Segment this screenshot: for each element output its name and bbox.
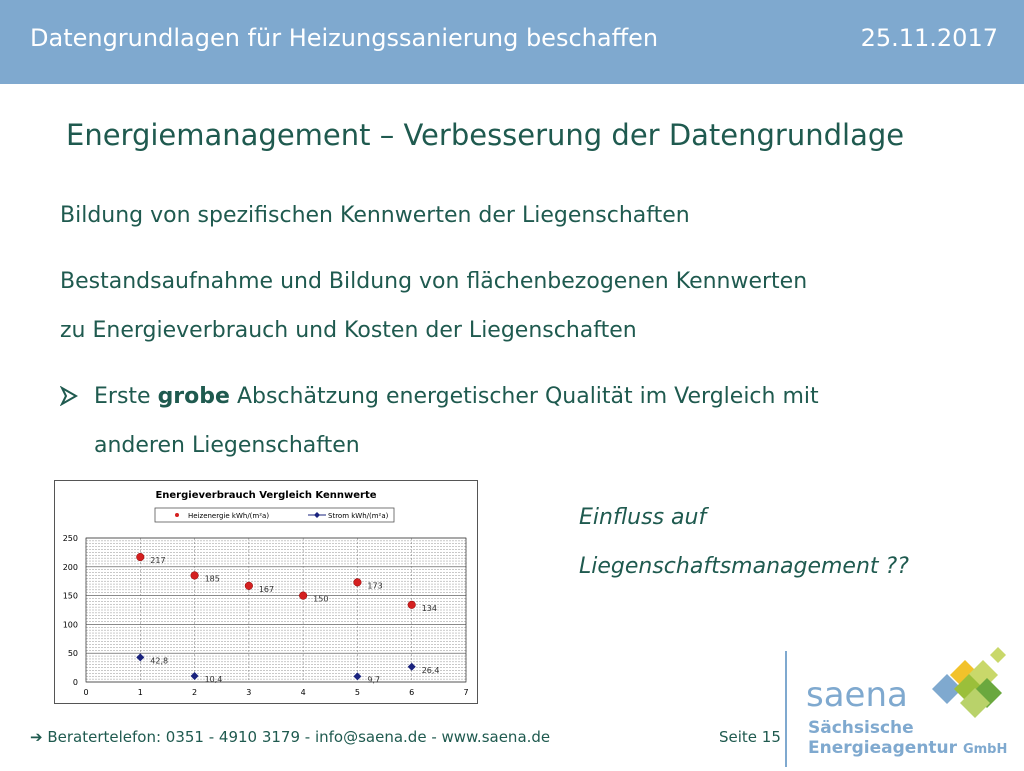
logo-line-2	[808, 738, 1007, 758]
note-line-1: Einfluss auf	[579, 505, 707, 530]
bullet-1: Bildung von spezifischen Kennwerten der Liegenschaften	[60, 203, 690, 228]
y-tick-label: 150	[62, 591, 78, 601]
x-tick-label: 1	[137, 688, 143, 697]
bullet-3-post: Abschätzung energetischer Qualität im Vergleich mit	[229, 384, 819, 409]
y-tick-label: 100	[62, 620, 78, 630]
y-tick-label: 0	[72, 678, 78, 687]
bullet-3-line-1	[94, 384, 819, 409]
legend-label: Strom kWh/(m²a)	[328, 512, 389, 520]
heizenergie-data-label: 185	[204, 574, 220, 584]
header-title: Datengrundlagen für Heizungssanierung beschaffen	[30, 24, 659, 52]
arrow-bullet-icon	[60, 386, 78, 411]
footer-contact: ➔ Beratertelefon: 0351 - 4910 3179 - info@saena.de - www.saena.de	[30, 728, 551, 746]
x-tick-label: 7	[463, 688, 469, 697]
bullet-3-pre: Erste	[94, 384, 158, 409]
strom-point	[408, 663, 416, 671]
heizenergie-data-label: 167	[258, 584, 275, 594]
energy-chart	[55, 481, 477, 703]
strom-data-label: 42,8	[150, 656, 169, 666]
logo-line-1: Sächsische	[808, 718, 914, 738]
chart-container	[54, 480, 478, 704]
heizenergie-data-label: 134	[421, 603, 437, 613]
saena-logo	[800, 645, 1024, 771]
y-tick-label: 250	[62, 534, 78, 543]
heizenergie-point	[245, 582, 253, 590]
heizenergie-point	[408, 601, 416, 609]
x-tick-label: 3	[246, 688, 252, 697]
x-tick-label: 2	[192, 688, 198, 697]
page-number: Seite 15	[719, 728, 781, 746]
bullet-2-line-2: zu Energieverbrauch und Kosten der Liegenschaften	[60, 318, 637, 343]
note-line-2: Liegenschaftsmanagement ??	[579, 554, 909, 579]
logo-suffix: GmbH	[962, 742, 1008, 757]
heizenergie-point	[354, 579, 362, 587]
footer-divider	[785, 651, 787, 767]
heizenergie-data-label: 173	[367, 581, 383, 591]
strom-data-label: 10,4	[204, 675, 223, 685]
logo-wordmark: saena	[806, 675, 908, 715]
header-date: 25.11.2017	[860, 24, 998, 52]
bullet-3-line-2: anderen Liegenschaften	[94, 433, 360, 458]
heizenergie-data-label: 217	[150, 556, 166, 566]
header-bar	[0, 0, 1024, 84]
x-tick-label: 4	[300, 688, 306, 697]
strom-data-label: 26,4	[421, 665, 440, 675]
slide-title: Energiemanagement – Verbesserung der Datengrundlage	[66, 118, 905, 152]
legend-marker-heizenergie	[175, 513, 179, 517]
legend-label: Heizenergie kWh/(m²a)	[188, 512, 270, 520]
logo-line-2-text: Energieagentur	[808, 738, 958, 758]
strom-point	[136, 653, 144, 661]
x-tick-label: 5	[354, 688, 360, 697]
heizenergie-data-label: 150	[313, 594, 329, 604]
bullet-3-bold: grobe	[157, 384, 230, 409]
chart-title: Energieverbrauch Vergleich Kennwerte	[155, 490, 377, 501]
heizenergie-point	[136, 553, 144, 561]
x-tick-label: 0	[83, 688, 89, 697]
y-tick-label: 50	[67, 649, 78, 659]
heizenergie-point	[299, 592, 307, 600]
x-tick-label: 6	[409, 688, 415, 697]
heizenergie-point	[191, 572, 199, 580]
strom-data-label: 9,7	[367, 675, 381, 685]
y-tick-label: 200	[62, 562, 78, 572]
bullet-2-line-1: Bestandsaufnahme und Bildung von flächenbezogenen Kennwerten	[60, 269, 808, 294]
